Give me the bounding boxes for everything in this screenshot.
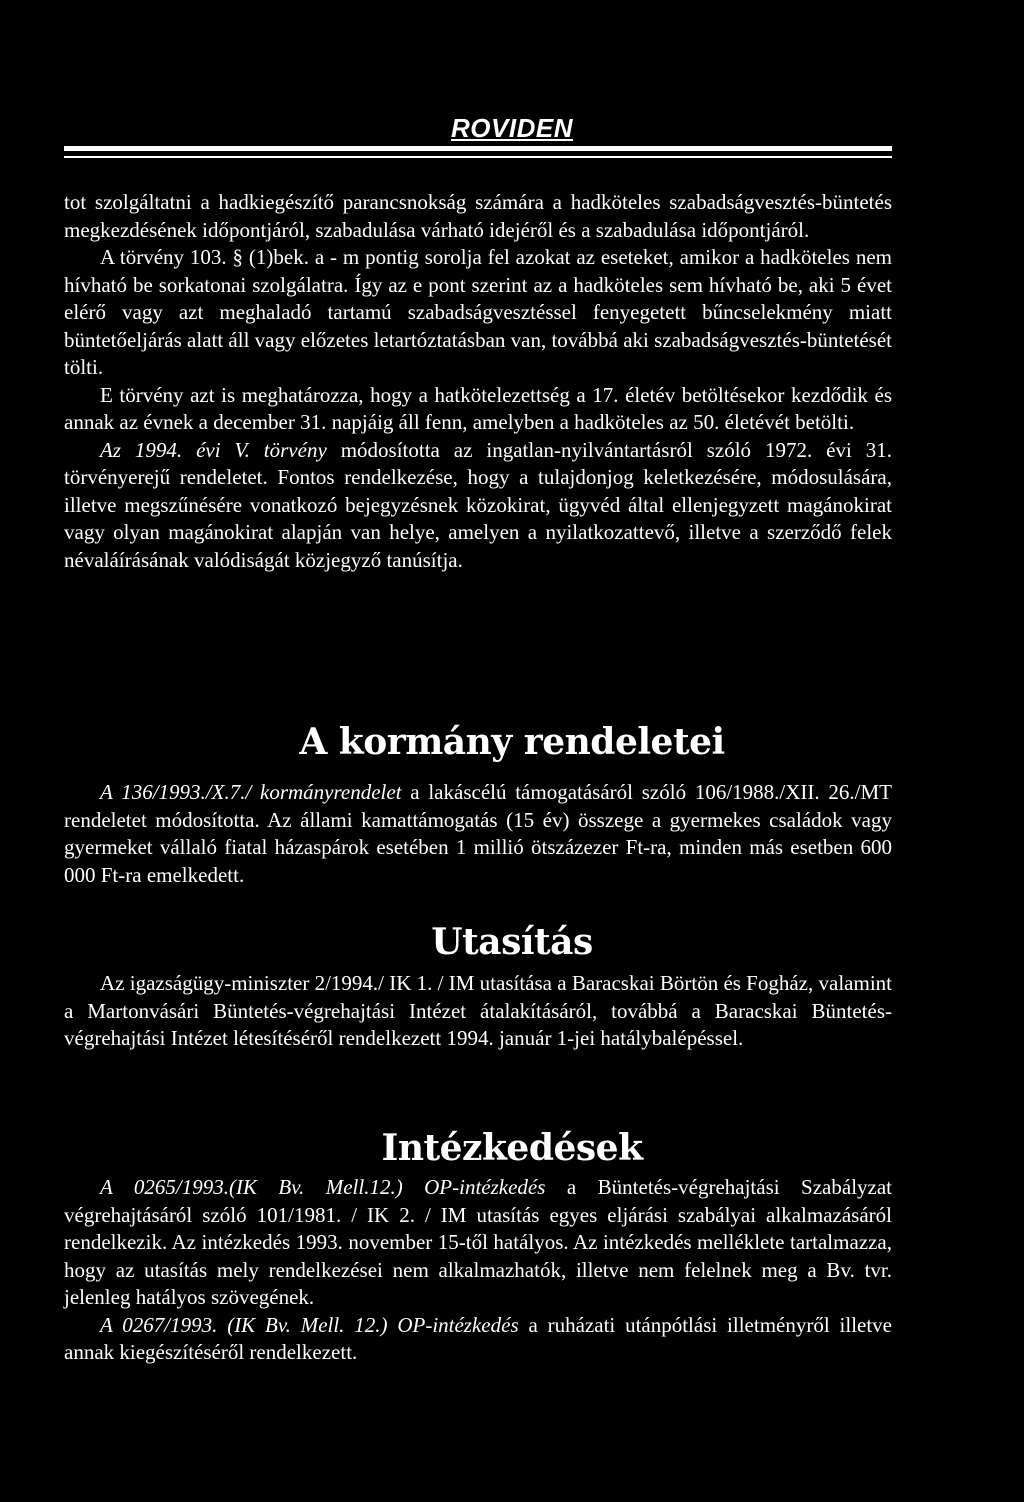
paragraph: tot szolgáltatni a hadkiegészítő parancsnokság számára a hadköteles szabadságvesztés-büntetés megkezdésének időpontjáról, szabadulása várható idejéről és a szabadulása időpontjáról. [64,190,892,242]
paragraph [64,779,892,889]
paragraph [64,1174,892,1312]
paragraph: E törvény azt is meghatározza, hogy a hatkötelezettség a 17. életév betöltésekor kezdődik és annak az évnek a december 31. napjáig áll fenn, amelyben a hadköteles az 50. életévét betölti. [64,382,892,434]
paragraph [64,437,892,575]
paragraph-text: módosította az ingatlan-nyilvántartásról szóló 1972. évi 31. törvényerejű rendeletet. Fontos rendelkezése, hogy a tulajdonjog keletkezésére, módosulására, illetve megszűnésére vonatkozó bejegyzésnek közokirat, ügyvéd által ellenjegyzett magánokirat vagy olyan magánokirat alapján van helye, amelyen a nyilatkozattevő, illetve a szerződő felek névaláírásának valódiságát közjegyző tanúsítja. [64,437,892,572]
law-reference: Az 1994. évi V. törvény [100,437,327,462]
header-rule-thick [64,146,892,151]
section-heading-intezkedesek: Intézkedések [381,1127,643,1169]
measure-reference: A 0267/1993. (IK Bv. Mell. 12.) OP-intézkedés [100,1312,519,1337]
paragraph [64,1312,892,1367]
section-heading-utasitas: Utasítás [431,921,593,963]
paragraph: A törvény 103. § (1)bek. a - m pontig sorolja fel azokat az eseteket, amikor a hadköteles nem hívható be sorkatonai szolgálatra. Így az e pont szerint az a hadköteles sem hívható be, aki 5 évet elérő vagy azt meghaladó tartamú szabadságvesztéssel fenyegetett bűncselekmény miatt büntetőeljárás alatt áll vagy előzetes letartóztatásban van, továbbá aki szabadságvesztés-büntetését tölti. [64,245,892,379]
paragraph: Az igazságügy-miniszter 2/1994./ IK 1. / IM utasítása a Baracskai Börtön és Fogház, valamint a Martonvásári Büntetés-végrehajtási Intézet átalakításáról, továbbá a Baracskai Büntetés-végrehajtási Intézet létesítéséről rendelkezett 1994. január 1-jei hatálybalépéssel. [64,971,892,1050]
running-title: ROVIDEN [451,113,573,143]
kormany-block [64,779,892,889]
utasitas-block [64,970,892,1053]
section-heading-kormany: A kormány rendeletei [299,721,725,763]
paragraph-text: a Büntetés-végrehajtási Szabályzat végrehajtásáról szóló 101/1981. / IK 2. / IM utasítás egyes eljárási szabályai alkalmazásáról rendelkezik. Az intézkedés 1993. november 15-től hatályos. Az intézkedés melléklete tartalmazza, hogy az utasítás mely rendelkezései nem alkalmazhatók, illetve nem felelnek meg a Bv. tvr. jelenleg hatályos szövegének. [64,1175,892,1309]
intezkedesek-block [64,1174,892,1367]
intro-block [64,189,892,574]
header-rule-thin [64,156,892,158]
decree-reference: A 136/1993./X.7./ kormányrendelet [100,780,402,804]
paragraph-text: a ruházati utánpótlási illetményről illetve annak kiegészítéséről rendelkezett. [64,1312,893,1364]
measure-reference: A 0265/1993.(IK Bv. Mell.12.) OP-intézkedés [100,1175,546,1199]
paragraph-text: a lakáscélú támogatásáról szóló 106/1988./XII. 26./MT rendeletet módosította. Az állami kamattámogatás (15 év) összege a gyermekes családok vagy gyermeket vállaló fiatal házaspárok esetében 1 millió ötszázezer Ft-ra, minden más esetben 600 000 Ft-ra emelkedett. [64,780,892,887]
